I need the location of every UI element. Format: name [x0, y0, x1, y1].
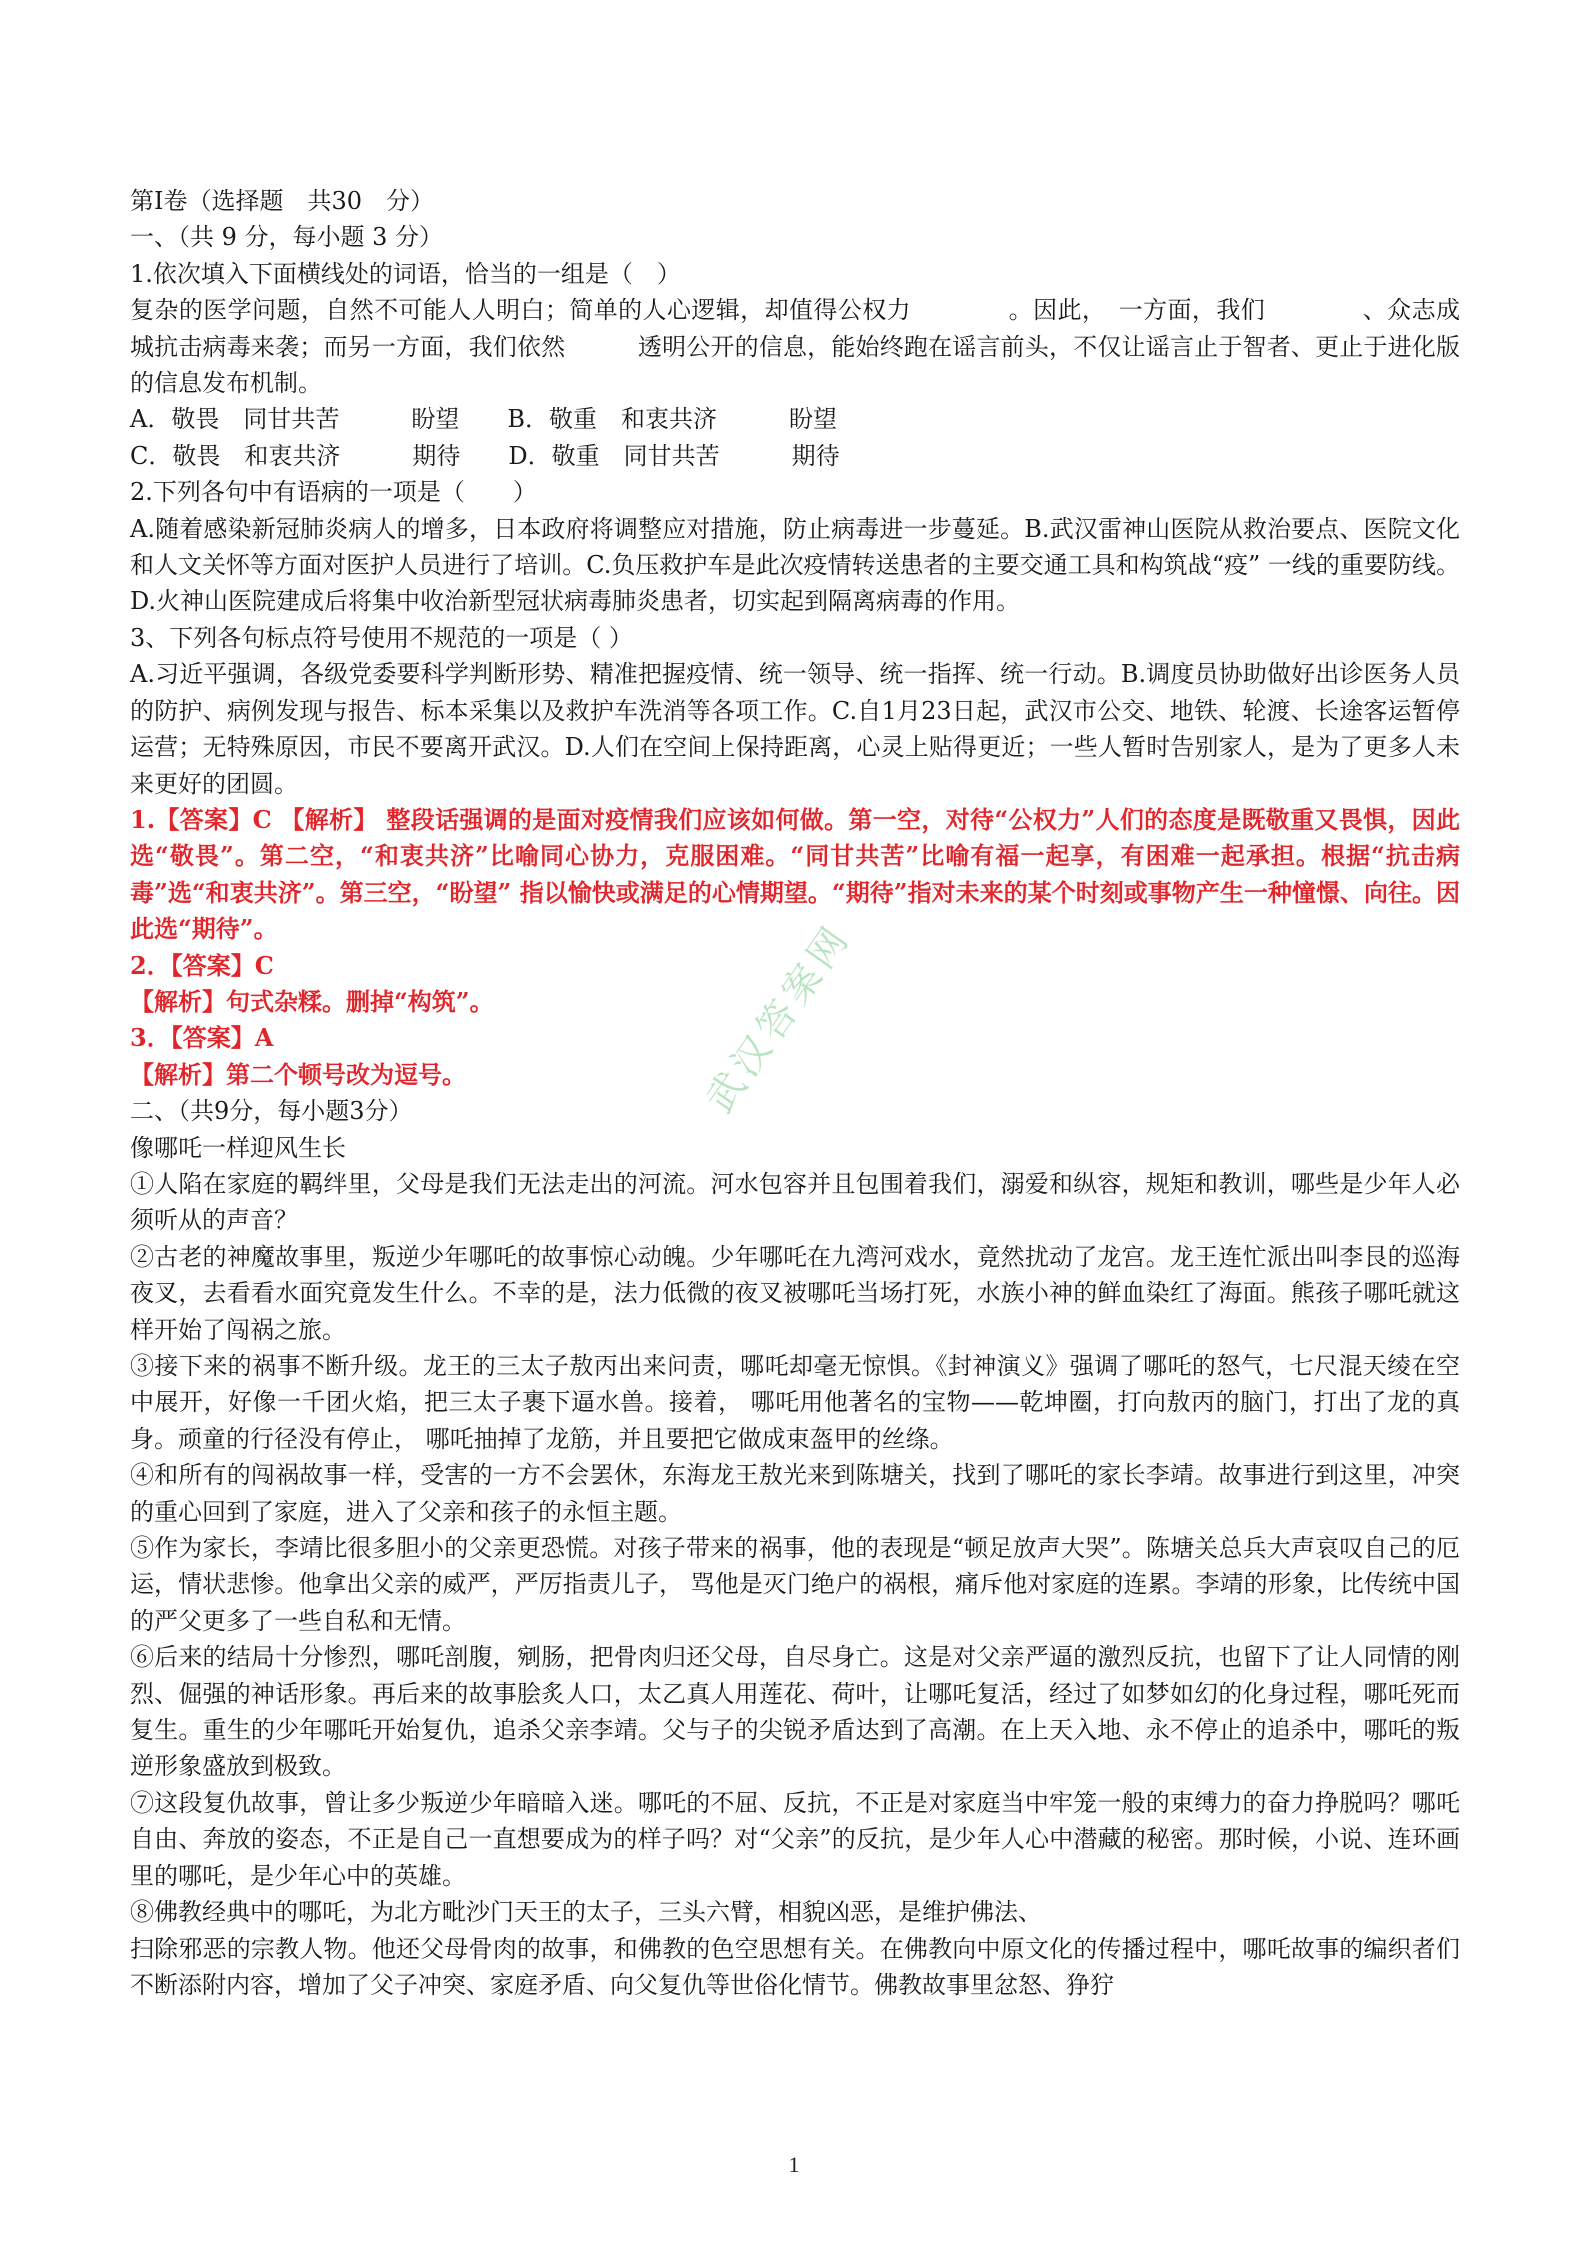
q2-body: A.随着感染新冠肺炎病人的增多，日本政府将调整应对措施，防止病毒进一步蔓延。B.武汉雷神山医院从救治要点、医院文化和人文关怀等方面对医护人员进行了培训。C.负压救护车是此次疫情转送患者的主要交通工具和构筑战“疫” 一线的重要防线。D.火神山医院建成后将集中收治新型冠状病毒肺炎患者，切实起到隔离病毒的作用。 [130, 514, 1460, 616]
article-paragraph-7: ⑦这段复仇故事，曾让多少叛逆少年暗暗入迷。哪吒的不屈、反抗，不正是对家庭当中牢笼一般的束缚力的奋力挣脱吗？哪吒自由、奔放的姿态，不正是自己一直想要成为的样子吗？对“父亲”的反抗，是少年人心中潜藏的秘密。那时候，小说、连环画里的哪吒，是少年心中的英雄。 [130, 1788, 1460, 1890]
analysis-3: 【解析】第二个顿号改为逗号。 [130, 1059, 466, 1089]
page-number: 1 [788, 2152, 800, 2177]
exam-header: 第Ⅰ卷（选择题 共30 分） [130, 187, 435, 215]
q1-options-row2 [130, 438, 1460, 474]
q2-stem: 2.下列各句中有语病的一项是（ ） [130, 478, 537, 507]
article-title: 像哪吒一样迎风生长 [130, 1133, 346, 1162]
article-paragraph-8a: ⑧佛教经典中的哪吒，为北方毗沙门天王的太子，三头六臂，相貌凶恶，是维护佛法、 [130, 1898, 1042, 1927]
watermark: 武汉答案网 [697, 914, 860, 1121]
answer-1: 1.【答案】C 【解析】 整段话强调的是面对疫情我们应该如何做。第一空，对待“公权力”人们的态度是既敬重又畏惧，因此选“敬畏”。第二空，“和衷共济”比喻同心协力，克服困难。“同甘共苦”比喻有福一起享，有困难一起承担。根据“抗击病毒”选“和衷共济”。第三空，“盼望” 指以愉快或满足的心情期望。“期待”指对未来的某个时刻或事物产生一种憧憬、向往。因此选“期待”。 [130, 804, 1460, 944]
article-paragraph-2: ②古老的神魔故事里，叛逆少年哪吒的故事惊心动魄。少年哪吒在九湾河戏水，竟然扰动了龙宫。龙王连忙派出叫李艮的巡海夜叉，去看看水面究竟发生什么。不幸的是，法力低微的夜叉被哪吒当场打死，水族小神的鲜血染红了海面。熊孩子哪吒就这样开始了闯祸之旅。 [130, 1242, 1460, 1344]
article-paragraph-6: ⑥后来的结局十分惨烈，哪吒剖腹，剜肠，把骨肉归还父母，自尽身亡。这是对父亲严逼的激烈反抗，也留下了让人同情的刚烈、倔强的神话形象。再后来的故事脍炙人口，太乙真人用莲花、荷叶，让哪吒复活，经过了如梦如幻的化身过程，哪吒死而复生。重生的少年哪吒开始复仇，追杀父亲李靖。父与子的尖锐矛盾达到了高潮。在上天入地、永不停止的追杀中，哪吒的叛逆形象盛放到极致。 [130, 1643, 1460, 1781]
q1-option-b: B．敬重 和衷共济 盼望 [507, 405, 837, 434]
answer-3: 3．【答案】A [130, 1023, 274, 1053]
q1-options-row1 [130, 401, 1460, 437]
answer-2: 2．【答案】C [130, 950, 274, 980]
q3-body: A.习近平强调，各级党委要科学判断形势、精准把握疫情、统一领导、统一指挥、统一行动。B.调度员协助做好出诊医务人员的防护、病例发现与报告、标本采集以及救护车洗消等各项工作。C.自1月23日起，武汉市公交、地铁、轮渡、长途客运暂停运营；无特殊原因，市民不要离开武汉。D.人们在空间上保持距离，心灵上贴得更近；一些人暂时告别家人，是为了更多人未来更好的团圆。 [130, 660, 1460, 798]
section2-header: 二、（共9分，每小题3分） [130, 1097, 413, 1126]
q1-option-d: D．敬重 同甘共苦 期待 [508, 441, 840, 470]
q1-option-c: C．敬畏 和衷共济 期待 [130, 441, 461, 470]
q1-stem: 1.依次填入下面横线处的词语，恰当的一组是（ ） [130, 259, 681, 288]
article-paragraph-8b: 扫除邪恶的宗教人物。他还父母骨肉的故事，和佛教的色空思想有关。在佛教向中原文化的传播过程中，哪吒故事的编织者们不断添附内容，增加了父子冲突、家庭矛盾、向父复仇等世俗化情节。佛教故事里忿怒、狰狞 [130, 1934, 1460, 1999]
article-paragraph-4: ④和所有的闯祸故事一样，受害的一方不会罢休，东海龙王敖光来到陈塘关，找到了哪吒的家长李靖。故事进行到这里，冲突的重心回到了家庭，进入了父亲和孩子的永恒主题。 [130, 1461, 1460, 1526]
q1-option-a: A．敬畏 同甘共苦 盼望 [130, 405, 460, 434]
analysis-2: 【解析】句式杂糅。删掉“构筑”。 [130, 986, 494, 1016]
article-paragraph-1: ①人陷在家庭的羁绊里，父母是我们无法走出的河流。河水包容并且包围着我们，溺爱和纵容，规矩和教训，哪些是少年人必须听从的声音？ [130, 1169, 1460, 1235]
q3-stem: 3、下列各句标点符号使用不规范的一项是（ ） [130, 623, 633, 652]
q1-passage: 复杂的医学问题，自然不可能人人明白；简单的人心逻辑，却值得公权力 。因此， 一方面，我们 、众志成城抗击病毒来袭；而另一方面，我们依然 透明公开的信息，能始终跑在谣言前头，不仅让谣言止于智者、更止于进化版的信息发布机制。 [130, 296, 1460, 398]
section1-header: 一、（共 9 分，每小题 3 分） [130, 223, 444, 252]
article-paragraph-5: ⑤作为家长，李靖比很多胆小的父亲更恐慌。对孩子带来的祸事，他的表现是“顿足放声大哭”。陈塘关总兵大声哀叹自己的厄运，情状悲惨。他拿出父亲的威严，严厉指责儿子， 骂他是灭门绝户的祸根，痛斥他对家庭的连累。李靖的形象，比传统中国的严父更多了一些自私和无情。 [130, 1534, 1460, 1635]
article-paragraph-3: ③接下来的祸事不断升级。龙王的三太子敖丙出来问责，哪吒却毫无惊惧。《封神演义》强调了哪吒的怒气，七尺混天绫在空中展开，好像一千团火焰，把三太子裹下逼水兽。接着， 哪吒用他著名的宝物——乾坤圈，打向敖丙的脑门，打出了龙的真身。顽童的行径没有停止， 哪吒抽掉了龙筋，并且要把它做成束盔甲的丝绦。 [130, 1352, 1460, 1453]
